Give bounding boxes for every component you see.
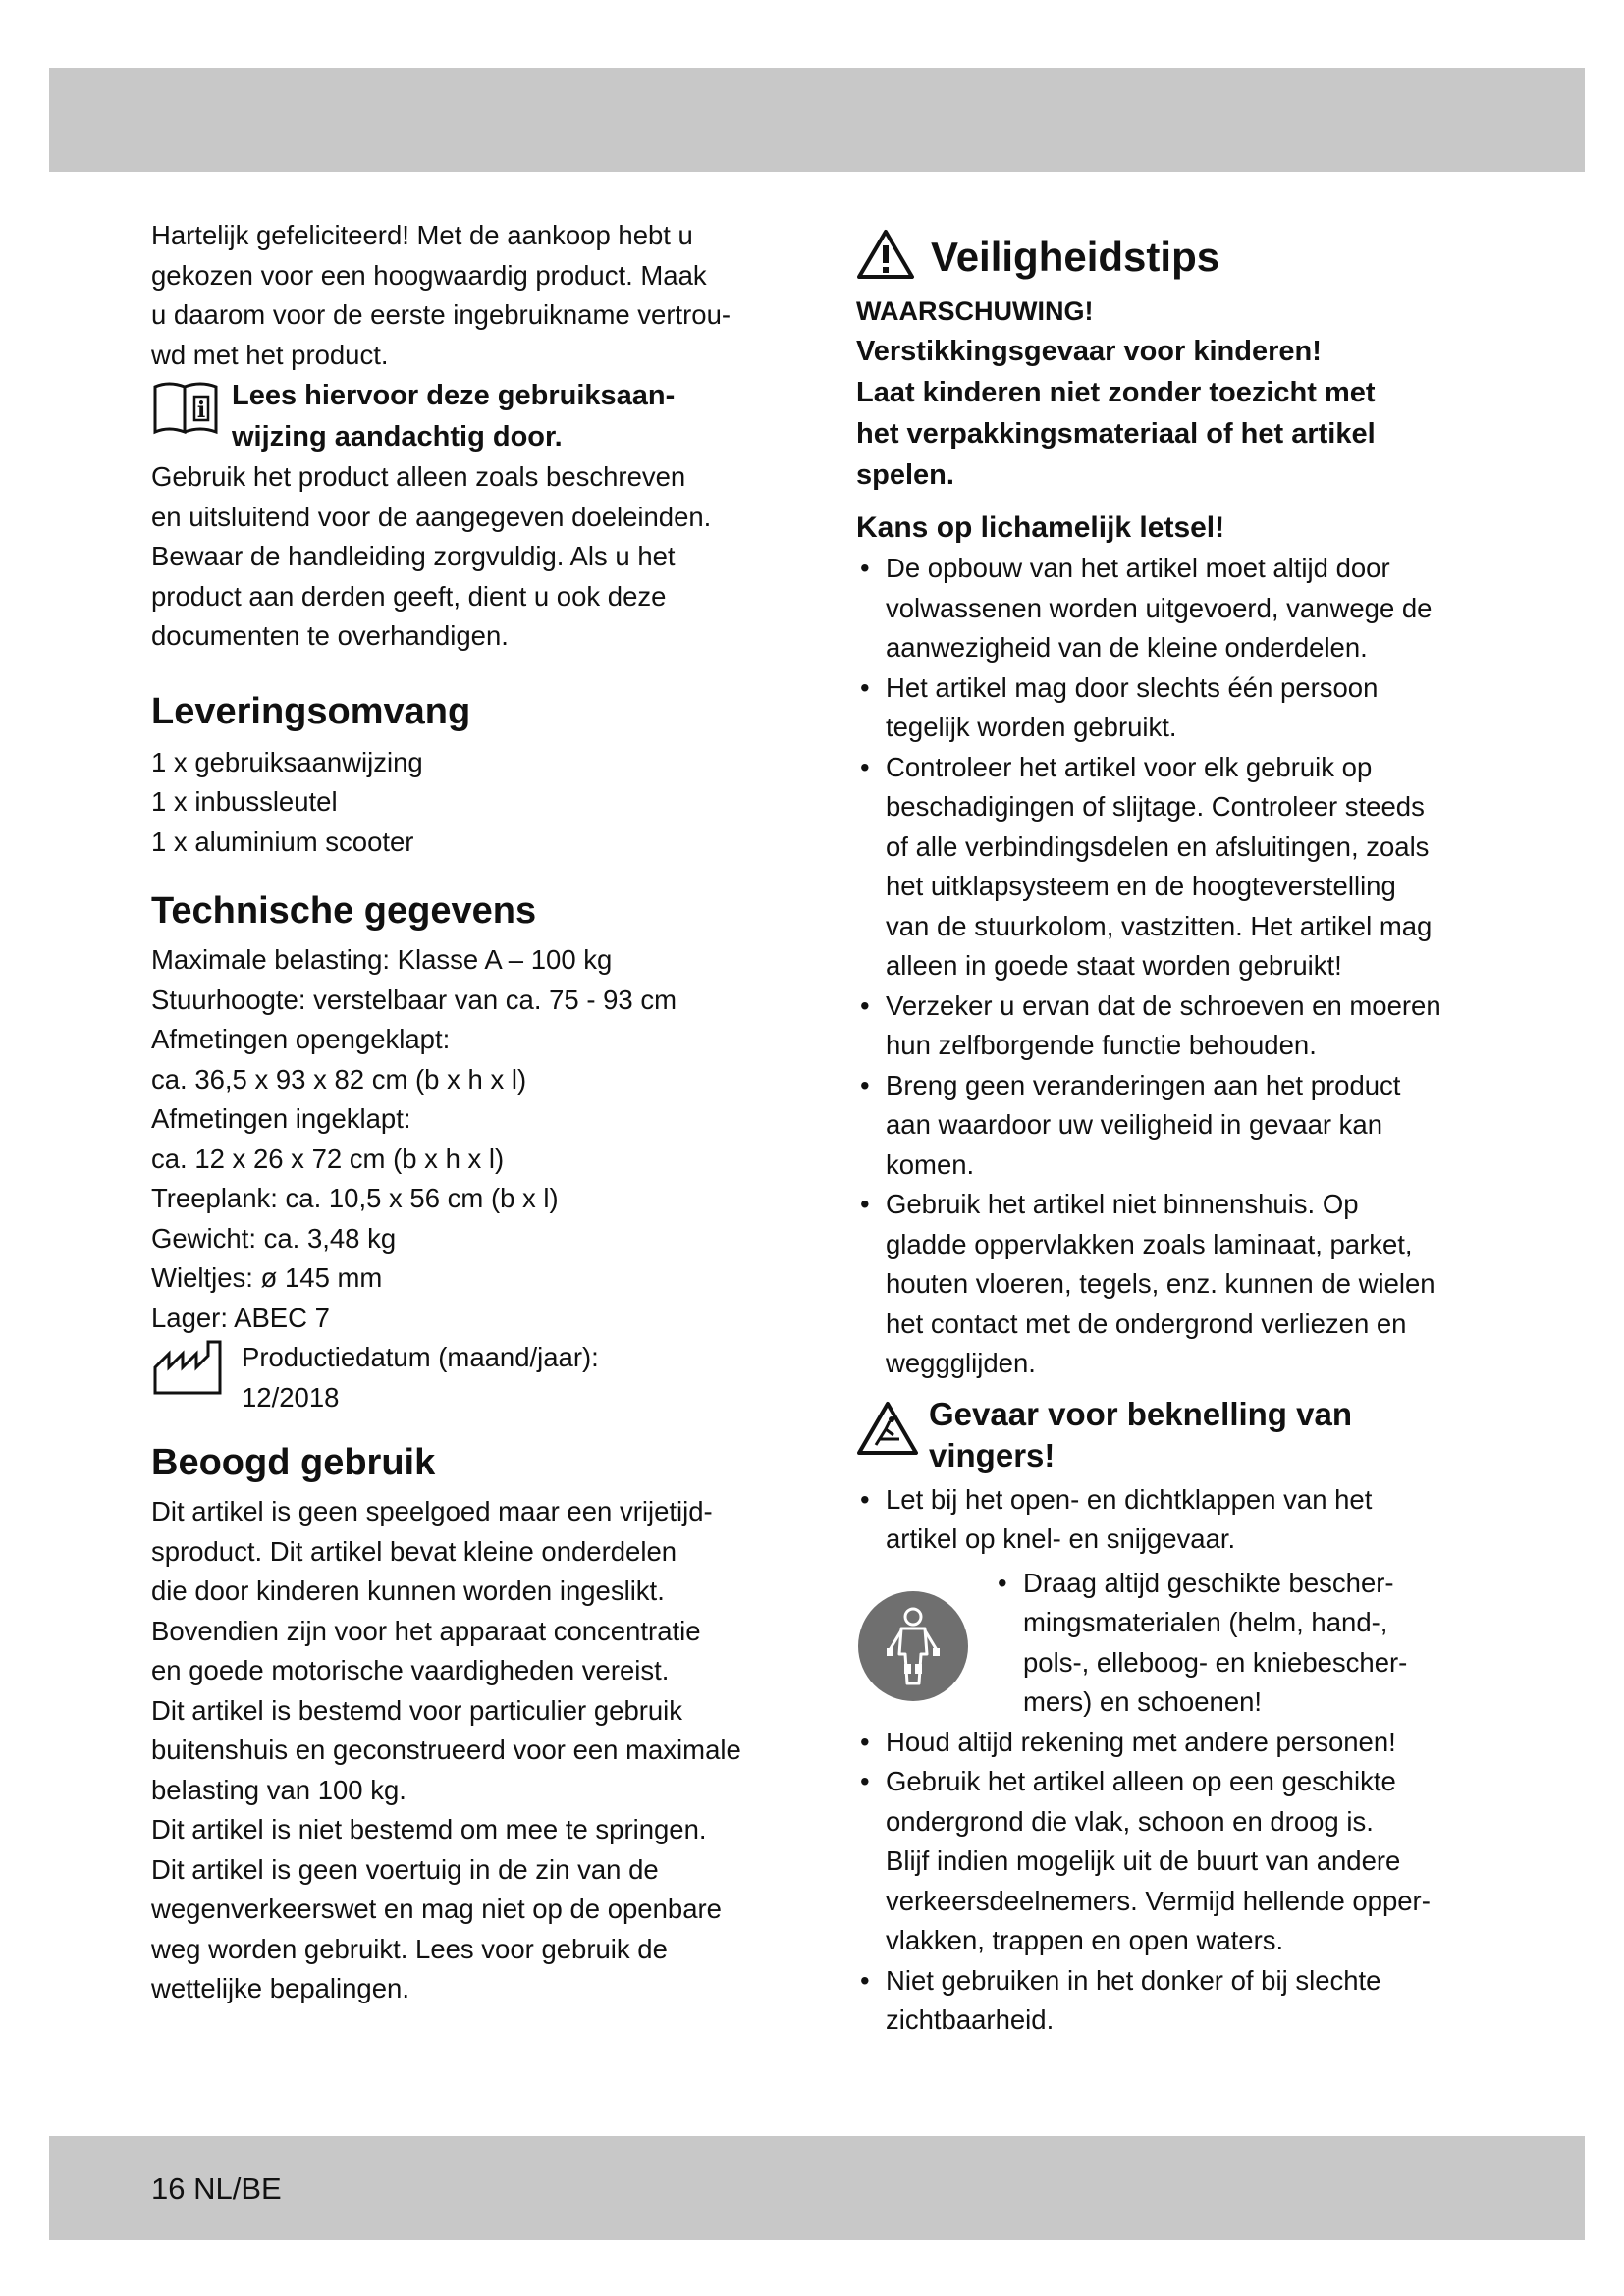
svg-text:i: i <box>196 398 206 423</box>
list-item: • Controleer het artikel voor elk gebruik op beschadigingen of slijtage. Controleer steeds of alle verbindingsdelen en afsluitingen, zoals het uitklapsysteem en de hoogteverstelling van de stuurkolom, vastzitten. Het artikel mag alleen in goede staat worden gebruikt! <box>860 751 1433 981</box>
factory-icon <box>151 1338 242 1402</box>
delivery-heading: Leveringsomvang <box>151 690 471 732</box>
list-item: • Verzeker u ervan dat de schroeven en moeren hun zelfborgende functie behouden. <box>860 989 1441 1060</box>
usage-paragraph: Gebruik het product alleen zoals beschreven en uitsluitend voor de aangegeven doeleinden. Bewaar de handleiding zorgvuldig. Als u het product aan derden geeft, dient u ook deze documenten te overhandigen. <box>151 461 712 651</box>
list-item: • Gebruik het artikel alleen op een geschikte ondergrond die vlak, schoon en droog is. Blijf indien mogelijk uit de buurt van andere verkeersdeelnemers. Vermijd hellende opper- vlakken, trappen en open waters. <box>860 1766 1431 1955</box>
right-column <box>856 216 1485 2041</box>
injury-list <box>856 549 1485 1384</box>
protective-gear-row <box>856 1564 1485 1723</box>
manual-notice-text: Lees hiervoor deze gebruiksaan- wijzing aandachtig door. <box>232 380 676 453</box>
footer-band <box>49 2136 1585 2240</box>
production-date-text: Productiedatum (maand/jaar): 12/2018 <box>242 1342 599 1413</box>
delivery-list: 1 x gebruiksaanwijzing 1 x inbussleutel 1 x aluminium scooter <box>151 746 423 857</box>
list-item: • De opbouw van het artikel moet altijd door volwassenen worden uitgevoerd, vanwege de aanwezigheid van de kleine onderdelen. <box>860 553 1433 663</box>
pinch-hazard-icon <box>856 1394 919 1462</box>
intended-use-heading: Beoogd gebruik <box>151 1442 436 1483</box>
list-item: • Het artikel mag door slechts één persoon tegelijk worden gebruikt. <box>860 671 1379 742</box>
specs-heading: Technische gegevens <box>151 890 537 932</box>
production-date <box>151 1338 780 1417</box>
pinch-list <box>856 1480 1485 1560</box>
injury-heading: Kans op lichamelijk letsel! <box>856 511 1225 544</box>
pinch-heading: Gevaar voor beknelling van vingers! <box>929 1395 1352 1473</box>
choking-warning: Verstikkingsgevaar voor kinderen! Laat kinderen niet zonder toezicht met het verpakkingsmateriaal of het artikel spelen. <box>856 336 1376 491</box>
warning-label: WAARSCHUWING! <box>856 296 1094 326</box>
warning-triangle-icon <box>856 228 915 286</box>
protective-gear-list <box>994 1564 1407 1723</box>
pinch-title-row <box>856 1394 1485 1476</box>
list-item: • Breng geen veranderingen aan het product aan waardoor uw veiligheid in gevaar kan komen. <box>860 1069 1401 1180</box>
manual-notice <box>151 375 780 457</box>
left-column <box>151 216 780 2009</box>
list-item: • Draag altijd geschikte bescher- mingsmaterialen (helm, hand-, pols-, elleboog- en kniebescher- mers) en schoenen! <box>998 1567 1408 1717</box>
specs-list: Maximale belasting: Klasse A – 100 kg Stuurhoogte: verstelbaar van ca. 75 - 93 cm Afmetingen opengeklapt: ca. 36,5 x 93 x 82 cm (b x h x l) Afmetingen ingeklapt: ca. 12 x 26 x 72 cm (b x h x l) Treeplank: ca. 10,5 x 56 cm (b x l) Gewicht: ca. 3,48 kg Wieltjes: ø 145 mm Lager: ABEC 7 <box>151 944 677 1333</box>
protective-gear-icon <box>856 1564 994 1708</box>
intended-use-paragraph: Dit artikel is geen speelgoed maar een vrijetijd- sproduct. Dit artikel bevat kleine onderdelen die door kinderen kunnen worden ingeslikt. Bovendien zijn voor het apparaat concentratie en goede motorische vaardigheden vereist. Dit artikel is bestemd voor particulier gebruik buitenshuis en geconstrueerd voor een maximale belasting van 100 kg. Dit artikel is niet bestemd om mee te springen. Dit artikel is geen voertuig in de zin van de wegenverkeerswet en mag niet op de openbare weg worden gebruikt. Lees voor gebruik de wettelijke bepalingen. <box>151 1496 741 2003</box>
intro-paragraph: Hartelijk gefeliciteerd! Met de aankoop hebt u gekozen voor een hoogwaardig product. Maak u daarom voor de eerste ingebruikname vertrou- wd met het product. <box>151 220 731 370</box>
manual-info-icon <box>151 375 232 441</box>
list-item: • Houd altijd rekening met andere personen! <box>860 1726 1396 1757</box>
final-safety-list <box>856 1723 1485 2041</box>
list-item: • Let bij het open- en dichtklappen van het artikel op knel- en snijgevaar. <box>860 1483 1373 1554</box>
page-number: 16 NL/BE <box>151 2171 282 2206</box>
list-item: • Gebruik het artikel niet binnenshuis. Op gladde oppervlakken zoals laminaat, parket, houten vloeren, tegels, enz. kunnen de wielen het contact met de ondergrond verliezen en weggglijden. <box>860 1189 1435 1378</box>
safety-heading: Veiligheidstips <box>931 233 1220 280</box>
safety-title-row <box>856 228 1485 286</box>
list-item: • Niet gebruiken in het donker of bij slechte zichtbaarheid. <box>860 1964 1381 2035</box>
header-band <box>49 68 1585 172</box>
